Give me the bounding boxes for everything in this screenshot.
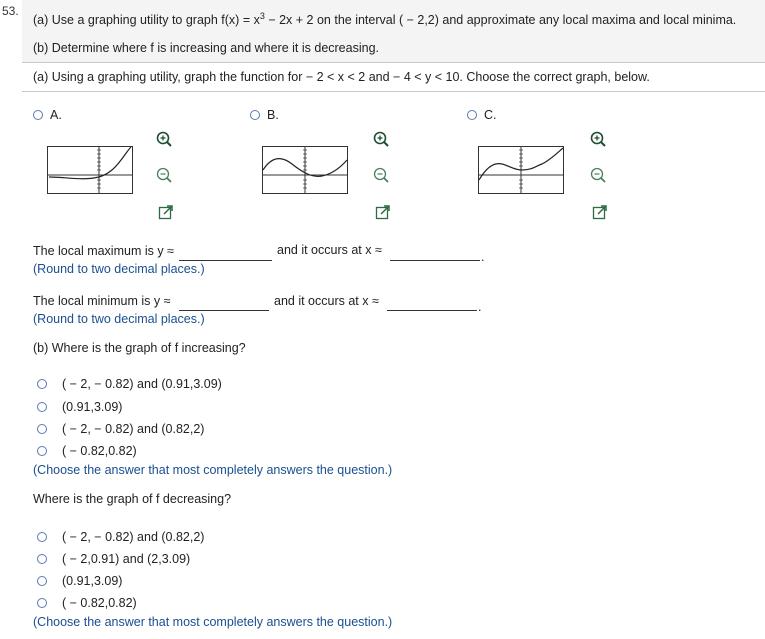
divider [22, 62, 765, 63]
local-min-period: . [478, 300, 482, 314]
local-max-period: . [481, 250, 485, 264]
expand-icon[interactable] [592, 204, 608, 220]
decreasing-option-4-radio[interactable] [37, 598, 47, 608]
local-max-round-note: (Round to two decimal places.) [33, 262, 205, 276]
zoom-out-icon[interactable] [373, 167, 389, 183]
graph-option-b-radio[interactable] [250, 110, 260, 120]
increasing-question: (b) Where is the graph of f increasing? [33, 341, 246, 355]
local-max-x-label: and it occurs at x ≈ [277, 243, 382, 257]
local-min-x-input[interactable] [387, 310, 477, 311]
increasing-option-3-radio[interactable] [37, 424, 47, 434]
increasing-option-1: ( − 2, − 0.82) and (0.91,3.09) [62, 377, 222, 391]
graph-option-c-radio[interactable] [467, 110, 477, 120]
instruction: (a) Using a graphing utility, graph the function for − 2 < x < 2 and − 4 < y < 10. Choose the correct graph, below. [33, 70, 650, 84]
increasing-option-2-radio[interactable] [37, 402, 47, 412]
graph-option-a-radio[interactable] [33, 110, 43, 120]
question-number: 53. [2, 4, 19, 18]
local-max-x-input[interactable] [390, 260, 480, 261]
decreasing-note: (Choose the answer that most completely answers the question.) [33, 615, 393, 629]
zoom-out-icon[interactable] [590, 167, 606, 183]
decreasing-option-2: ( − 2,0.91) and (2,3.09) [62, 552, 191, 566]
decreasing-option-3: (0.91,3.09) [62, 574, 123, 588]
graph-option-a-label: A. [50, 108, 62, 122]
decreasing-option-2-radio[interactable] [37, 554, 47, 564]
expand-icon[interactable] [158, 204, 174, 220]
local-min-y-input[interactable] [179, 310, 269, 311]
zoom-in-icon[interactable] [156, 131, 172, 147]
local-min-label: The local minimum is y ≈ [33, 294, 171, 308]
increasing-option-4: ( − 0.82,0.82) [62, 444, 137, 458]
graph-c[interactable] [478, 146, 564, 194]
local-max-label: The local maximum is y ≈ [33, 244, 174, 258]
graph-option-c-label: C. [484, 108, 497, 122]
increasing-note: (Choose the answer that most completely answers the question.) [33, 463, 393, 477]
expand-icon[interactable] [375, 204, 391, 220]
zoom-in-icon[interactable] [373, 131, 389, 147]
part-a-prompt: (a) Use a graphing utility to graph $f(x) = x^3 - 2x + 2$ on the interval ( − 2,2) and approximate any local maxima and local minima. [33, 11, 737, 28]
graph-option-b-label: B. [267, 108, 279, 122]
increasing-option-2: (0.91,3.09) [62, 400, 123, 414]
graph-a[interactable] [47, 146, 133, 194]
decreasing-option-1: ( − 2, − 0.82) and (0.82,2) [62, 530, 205, 544]
decreasing-option-4: ( − 0.82,0.82) [62, 596, 137, 610]
decreasing-question: Where is the graph of f decreasing? [33, 492, 232, 506]
increasing-option-1-radio[interactable] [37, 379, 47, 389]
zoom-out-icon[interactable] [156, 167, 172, 183]
decreasing-option-3-radio[interactable] [37, 576, 47, 586]
local-max-y-input[interactable] [179, 260, 272, 261]
increasing-option-3: ( − 2, − 0.82) and (0.82,2) [62, 422, 205, 436]
local-min-round-note: (Round to two decimal places.) [33, 312, 205, 326]
increasing-option-4-radio[interactable] [37, 446, 47, 456]
decreasing-option-1-radio[interactable] [37, 532, 47, 542]
graph-b[interactable] [262, 146, 348, 194]
zoom-in-icon[interactable] [590, 131, 606, 147]
local-min-x-label: and it occurs at x ≈ [274, 294, 379, 308]
part-b-prompt: (b) Determine where f is increasing and where it is decreasing. [33, 41, 379, 55]
